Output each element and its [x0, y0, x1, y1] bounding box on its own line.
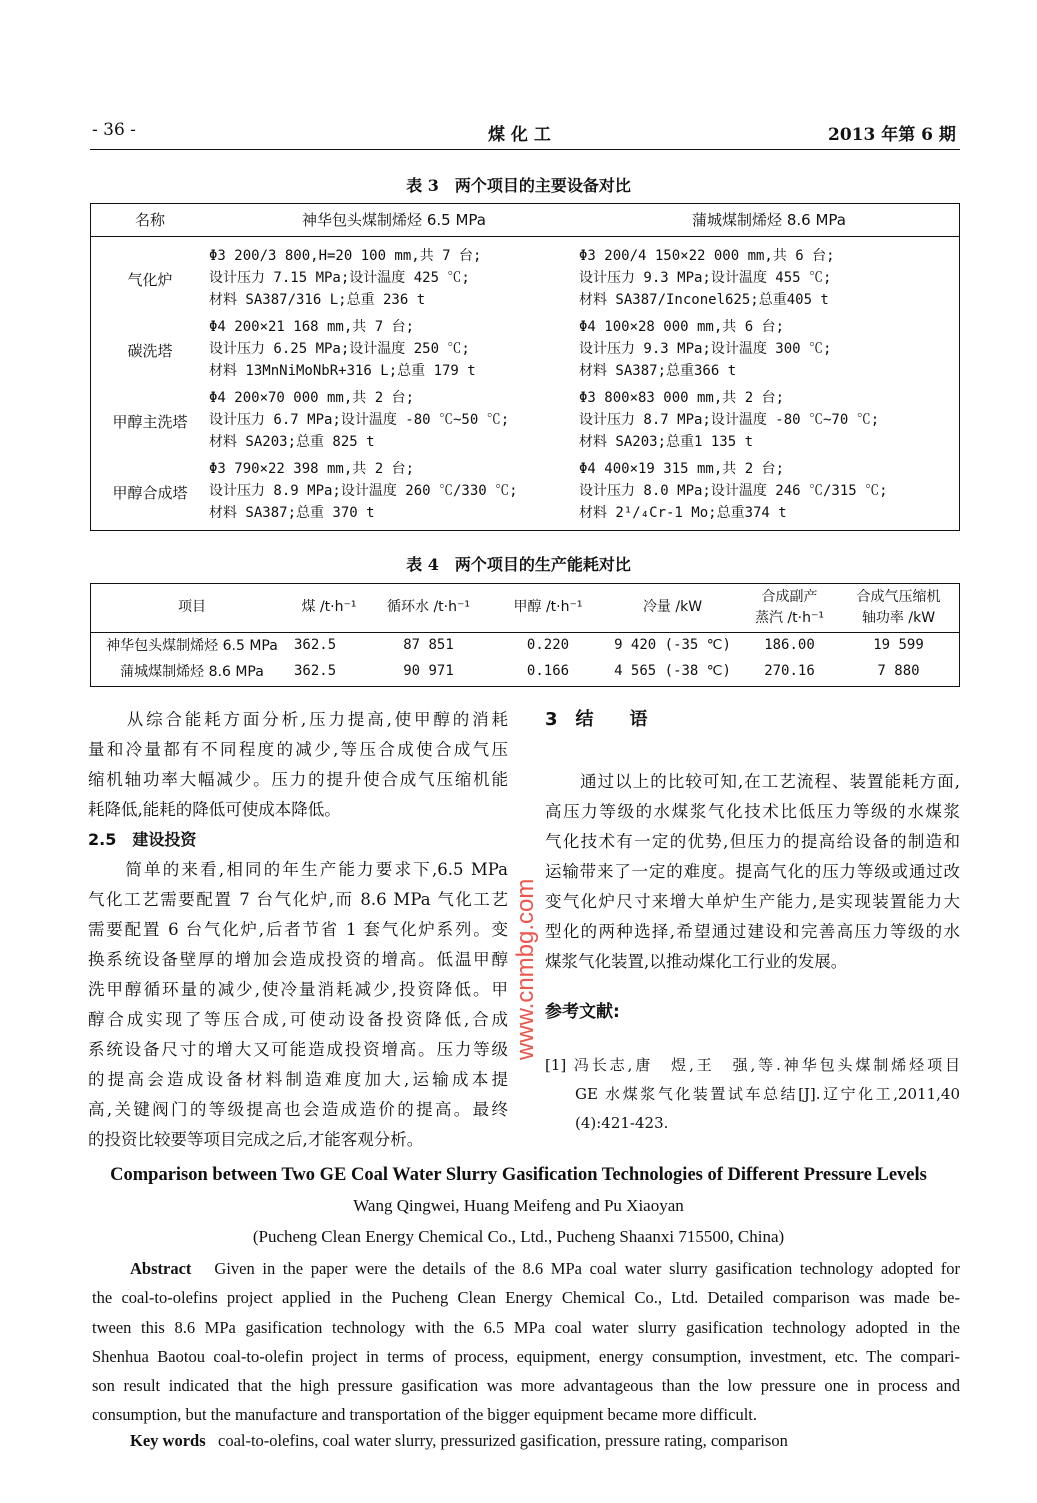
- col-header: 蒲城煤制烯烃 8.6 MPa: [692, 210, 846, 229]
- watermark: www.cnmbg.com: [512, 878, 539, 1060]
- text-line: 量和冷量都有不同程度的减少,等压合成使合成气压: [88, 740, 508, 759]
- text-line: GE 水煤浆气化装置试车总结[J].辽宁化工,2011,40: [575, 1085, 960, 1103]
- cell-line: 材料 SA387;总重 370 t: [209, 504, 375, 521]
- cell: 19 599: [873, 637, 924, 654]
- row-name: 气化炉: [127, 271, 173, 289]
- table-row: [91, 458, 959, 529]
- abstract-line: tween this 8.6 MPa gasification technology with the 6.5 MPa coal water slurry gasification technology adopted in the: [92, 1317, 960, 1337]
- col-header: 神华包头煤制烯烃 6.5 MPa: [302, 210, 486, 229]
- cell-line: 材料 SA387/316 L;总重 236 t: [209, 291, 426, 308]
- table4-caption: 表 4 两个项目的生产能耗对比: [406, 555, 631, 574]
- english-title: Comparison between Two GE Coal Water Slurry Gasification Technologies of Different Pressure Levels: [110, 1165, 927, 1185]
- abstract-line: the coal-to-olefins project applied in the Pucheng Clean Energy Chemical Co., Ltd. Detailed comparison was made be-: [92, 1288, 960, 1308]
- col-header: [91, 584, 293, 632]
- page-number: - 36 -: [92, 120, 136, 140]
- header-line: 冷量 /kW: [642, 599, 703, 616]
- row-name: 碳洗塔: [127, 342, 173, 360]
- header-line: 煤 /t·h⁻¹: [301, 599, 357, 616]
- text-line: 从综合能耗方面分析,压力提高,使甲醇的消耗: [88, 710, 508, 729]
- text-line: 耗降低,能耗的降低可使成本降低。: [88, 800, 341, 819]
- english-authors: Wang Qingwei, Huang Meifeng and Pu Xiaoyan: [353, 1196, 684, 1215]
- header-rule: [90, 149, 960, 150]
- cell-line: Φ3 200/4 150×22 000 mm,共 6 台;: [579, 247, 835, 264]
- header-line: 甲醇 /t·h⁻¹: [513, 599, 583, 616]
- header-line: 项目: [178, 599, 206, 616]
- table-row: [91, 245, 959, 316]
- table-row: [91, 316, 959, 387]
- cell: 0.220: [526, 637, 570, 654]
- table-row: [91, 387, 959, 458]
- abstract-line: [92, 1254, 960, 1283]
- cell-line: 材料 2¹/₄Cr-1 Mo;总重374 t: [579, 504, 787, 521]
- cell: 362.5: [294, 663, 337, 679]
- cell-line: 设计压力 6.25 MPa;设计温度 250 ℃;: [209, 340, 470, 357]
- cell: 蒲城煤制烯烃 8.6 MPa: [120, 664, 264, 680]
- text-line: 洗甲醇循环量的减少,使冷量消耗减少,投资降低。甲: [88, 980, 508, 999]
- cell: 4 565 (-38 ℃): [614, 663, 731, 679]
- abstract-text: Given in the paper were the details of the 8.6 MPa coal water slurry gasification technology adopted for: [214, 1259, 960, 1278]
- table3-caption: 表 3 两个项目的主要设备对比: [406, 176, 631, 195]
- cell-line: 材料 SA203;总重 825 t: [209, 433, 375, 450]
- cell-line: 设计压力 8.9 MPa;设计温度 260 ℃/330 ℃;: [209, 482, 518, 499]
- header-line: 合成副产: [761, 588, 818, 605]
- right-column: [545, 705, 960, 1138]
- text-line: 缩机轴功率大幅减少。压力的提升使合成气压缩机能: [88, 770, 508, 789]
- cell-line: Φ4 200×70 000 mm,共 2 台;: [209, 389, 415, 406]
- cell-line: 设计压力 8.7 MPa;设计温度 -80 ℃~70 ℃;: [579, 411, 880, 428]
- cell: 270.16: [764, 663, 815, 679]
- text-line: 需要配置 6 台气化炉,后者节省 1 套气化炉系列。变: [88, 920, 508, 939]
- cell: 362.5: [294, 637, 337, 654]
- text-line: 运输带来了一定的难度。提高气化的压力等级或通过改: [545, 862, 960, 881]
- references-title: 参考文献:: [545, 1002, 620, 1022]
- cell: [209, 245, 579, 316]
- cell: 神华包头煤制烯烃 6.5 MPa: [106, 638, 278, 655]
- cell: [579, 316, 959, 387]
- text-line: 系统设备尺寸的增大又可能造成投资增高。压力等级: [88, 1040, 508, 1059]
- header-line: 轴功率 /kW: [861, 609, 936, 626]
- text-line: 的提高会造成设备材料制造难度加大,运输成本提: [88, 1070, 508, 1089]
- english-abstract: [92, 1254, 960, 1430]
- cell-line: 设计压力 6.7 MPa;设计温度 -80 ℃~50 ℃;: [209, 411, 510, 428]
- cell-line: 设计压力 8.0 MPa;设计温度 246 ℃/315 ℃;: [579, 482, 888, 499]
- cell: 9 420 (-35 ℃): [614, 637, 731, 654]
- text-line: 通过以上的比较可知,在工艺流程、装置能耗方面,: [545, 772, 960, 791]
- keywords-label: Key words: [130, 1431, 206, 1450]
- cell-line: 材料 SA387;总重366 t: [579, 362, 737, 379]
- left-column: [88, 705, 508, 1155]
- text-line: 气化技术有一定的优势,但压力的提高给设备的制造和: [545, 832, 960, 851]
- section-heading: 3 结 语: [545, 709, 648, 730]
- keywords: [130, 1431, 788, 1451]
- header-row: [91, 584, 959, 632]
- cell-line: 设计压力 7.15 MPa;设计温度 425 ℃;: [209, 269, 470, 286]
- cell: [209, 387, 579, 458]
- cell: 90 971: [403, 663, 454, 679]
- cell-line: Φ3 790×22 398 mm,共 2 台;: [209, 460, 415, 477]
- section-heading: 2.5 建设投资: [88, 830, 197, 849]
- cell-line: 设计压力 9.3 MPa;设计温度 455 ℃;: [579, 269, 832, 286]
- header-line: 循环水 /t·h⁻¹: [387, 599, 470, 616]
- abstract-line: son result indicated that the high pressure gasification was more advantageous than the low pressure one in process and: [92, 1376, 960, 1396]
- table3: [90, 203, 960, 531]
- abstract-line: Shenhua Baotou coal-to-olefin project in terms of process, equipment, energy consumption, investment, etc. The compari-: [92, 1346, 960, 1366]
- cell: 186.00: [764, 637, 815, 654]
- col-header: [365, 584, 492, 632]
- text-line: 高,关键阀门的等级提高也会造成造价的提高。最终: [88, 1100, 508, 1119]
- issue: 2013 年第 6 期: [828, 125, 956, 145]
- cell-line: Φ4 200×21 168 mm,共 7 台;: [209, 318, 415, 335]
- text-line: 煤浆气化装置,以推动煤化工行业的发展。: [545, 952, 848, 971]
- text-line: (4):421-423.: [575, 1114, 669, 1132]
- cell: [579, 458, 959, 529]
- text-line: [1] 冯长志,唐 煜,王 强,等.神华包头煤制烯烃项目: [545, 1056, 960, 1074]
- text-line: 变气化炉尺寸来增大单炉生产能力,是实现装置能力大: [545, 892, 960, 911]
- col-header: [741, 584, 838, 632]
- row-name: 甲醇主洗塔: [112, 413, 188, 431]
- text-line: 换系统设备壁厚的增加会造成投资的增高。低温甲醇: [88, 950, 508, 969]
- col-header: [492, 584, 604, 632]
- text-line: 高压力等级的水煤浆气化技术比低压力等级的水煤浆: [545, 802, 960, 821]
- cell: [209, 458, 579, 529]
- cell-line: 材料 SA203;总重1 135 t: [579, 433, 754, 450]
- cell-line: 设计压力 9.3 MPa;设计温度 300 ℃;: [579, 340, 832, 357]
- cell: 87 851: [403, 637, 454, 654]
- text-line: 简单的来看,相同的年生产能力要求下,6.5 MPa: [88, 860, 508, 879]
- abstract-label: Abstract: [130, 1259, 192, 1278]
- keywords-text: coal-to-olefins, coal water slurry, pressurized gasification, pressure rating, comparison: [218, 1431, 788, 1450]
- abstract-line: consumption, but the manufacture and transportation of the bigger equipment became more difficult.: [92, 1405, 757, 1425]
- text-line: 的投资比较要等项目完成之后,才能客观分析。: [88, 1130, 424, 1149]
- col-header: [838, 584, 959, 632]
- header-line: 合成气压缩机: [856, 588, 941, 605]
- cell: [579, 245, 959, 316]
- journal-name: 煤 化 工: [488, 125, 551, 145]
- text-line: 醇合成实现了等压合成,可使动设备投资降低,合成: [88, 1010, 508, 1029]
- table4: [90, 583, 960, 687]
- col-header: [293, 584, 365, 632]
- cell-line: Φ4 100×28 000 mm,共 6 台;: [579, 318, 785, 335]
- row-name: 甲醇合成塔: [112, 484, 188, 502]
- table-row: [91, 632, 959, 658]
- cell-line: Φ4 400×19 315 mm,共 2 台;: [579, 460, 785, 477]
- cell: 0.166: [526, 663, 570, 679]
- cell-line: Φ3 200/3 800,H=20 100 mm,共 7 台;: [209, 247, 482, 264]
- english-affiliation: (Pucheng Clean Energy Chemical Co., Ltd., Pucheng Shaanxi 715500, China): [252, 1227, 785, 1246]
- table-row: [91, 658, 959, 684]
- cell: [579, 387, 959, 458]
- cell-line: Φ3 800×83 000 mm,共 2 台;: [579, 389, 785, 406]
- header-line: 蒸汽 /t·h⁻¹: [755, 609, 824, 626]
- cell: [209, 316, 579, 387]
- cell-line: 材料 SA387/Inconel625;总重405 t: [579, 291, 829, 308]
- col-header: 名称: [134, 210, 165, 229]
- text-line: 气化工艺需要配置 7 台气化炉,而 8.6 MPa 气化工艺: [88, 890, 508, 909]
- cell: 7 880: [877, 663, 920, 679]
- cell-line: 材料 13MnNiMoNbR+316 L;总重 179 t: [209, 362, 476, 379]
- col-header: [604, 584, 741, 632]
- text-line: 型化的两种选择,希望通过建设和完善高压力等级的水: [545, 922, 960, 941]
